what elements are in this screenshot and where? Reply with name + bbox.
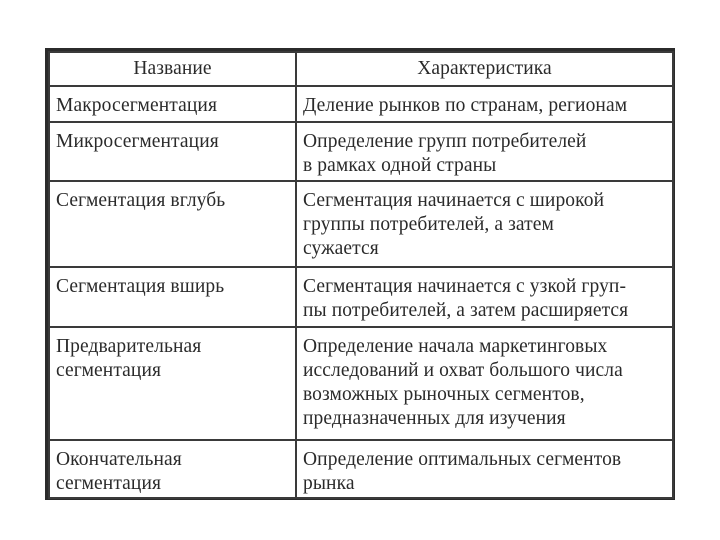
row-description: Определение оптимальных сегментов рынка xyxy=(296,440,673,498)
header-characteristic: Характеристика xyxy=(296,52,673,86)
header-name: Название xyxy=(49,52,296,86)
segmentation-table-grid xyxy=(48,51,674,499)
table-row xyxy=(49,122,673,181)
table-row xyxy=(49,327,673,440)
row-name: Микросегментация xyxy=(49,122,296,181)
row-description: Определение начала маркетинговых исследований и охват большого числа возможных рыночных сегментов, предназначенных для изучения xyxy=(296,327,673,440)
row-description: Сегментация начинается с широкой группы потребителей, а затем сужается xyxy=(296,181,673,267)
table-header-row xyxy=(49,52,673,86)
row-description: Определение групп потребителей в рамках одной страны xyxy=(296,122,673,181)
table-row xyxy=(49,440,673,498)
row-name: Предварительная сегментация xyxy=(49,327,296,440)
row-name: Сегментация вширь xyxy=(49,267,296,327)
row-name: Сегментация вглубь xyxy=(49,181,296,267)
segmentation-table xyxy=(45,48,675,500)
table-row xyxy=(49,181,673,267)
row-name: Макросегментация xyxy=(49,86,296,122)
row-description: Деление рынков по странам, регионам xyxy=(296,86,673,122)
row-name: Окончательная сегментация xyxy=(49,440,296,498)
table-row xyxy=(49,86,673,122)
table-row xyxy=(49,267,673,327)
row-description: Сегментация начинается с узкой груп- пы потребителей, а затем расширяется xyxy=(296,267,673,327)
